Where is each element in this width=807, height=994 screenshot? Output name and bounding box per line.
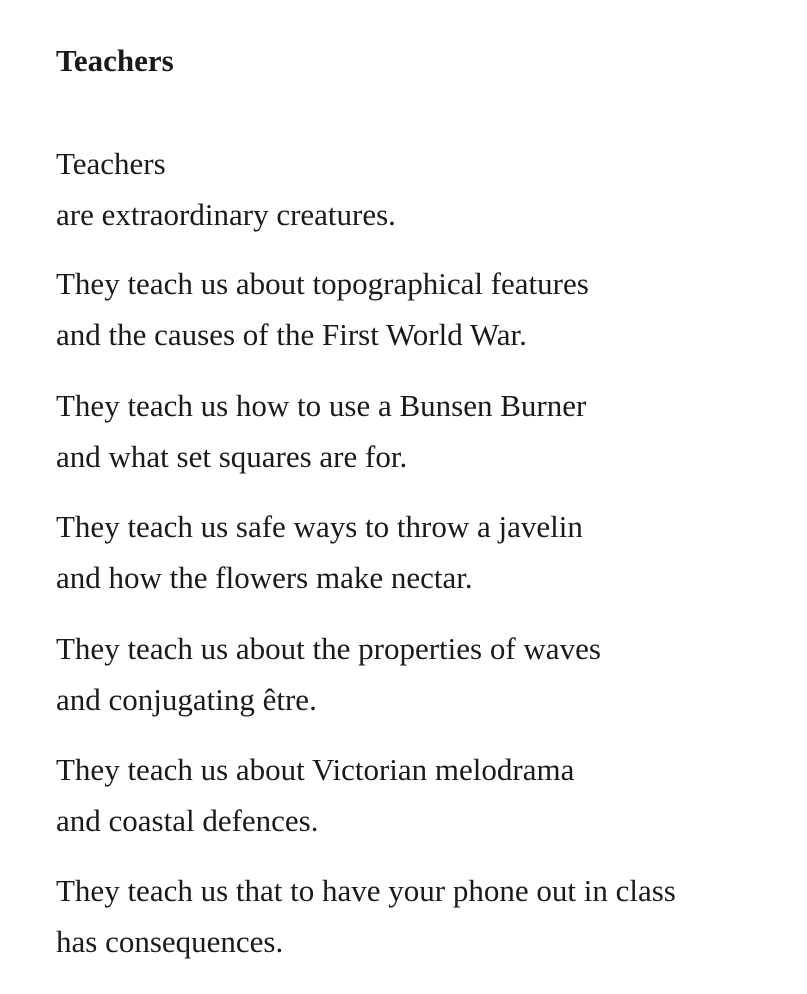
stanza-5 [56, 623, 601, 725]
stanza-7 [56, 865, 676, 967]
poem-line: and coastal defences. [56, 803, 319, 838]
stanza-6 [56, 744, 574, 846]
poem-line: They teach us that to have your phone out in class [56, 873, 676, 908]
poem-line: and what set squares are for. [56, 439, 408, 474]
poem-line: and how the flowers make nectar. [56, 560, 473, 595]
poem-line: are extraordinary creatures. [56, 197, 396, 232]
poem-line: and conjugating être. [56, 682, 317, 717]
poem-line: They teach us safe ways to throw a javelin [56, 509, 583, 544]
poem-title: Teachers [56, 43, 174, 78]
poem-line: They teach us about Victorian melodrama [56, 752, 575, 787]
poem-line: Teachers [56, 146, 166, 181]
stanza-4 [56, 501, 583, 603]
poem-line: They teach us about the properties of waves [56, 631, 601, 666]
stanza-2 [56, 258, 589, 360]
stanza-3 [56, 380, 586, 482]
poem-line: They teach us about topographical features [56, 266, 589, 301]
poem-line: and the causes of the First World War. [56, 317, 527, 352]
stanza-1 [56, 138, 396, 240]
poem-line: has consequences. [56, 924, 284, 959]
poem-line: They teach us how to use a Bunsen Burner [56, 388, 587, 423]
